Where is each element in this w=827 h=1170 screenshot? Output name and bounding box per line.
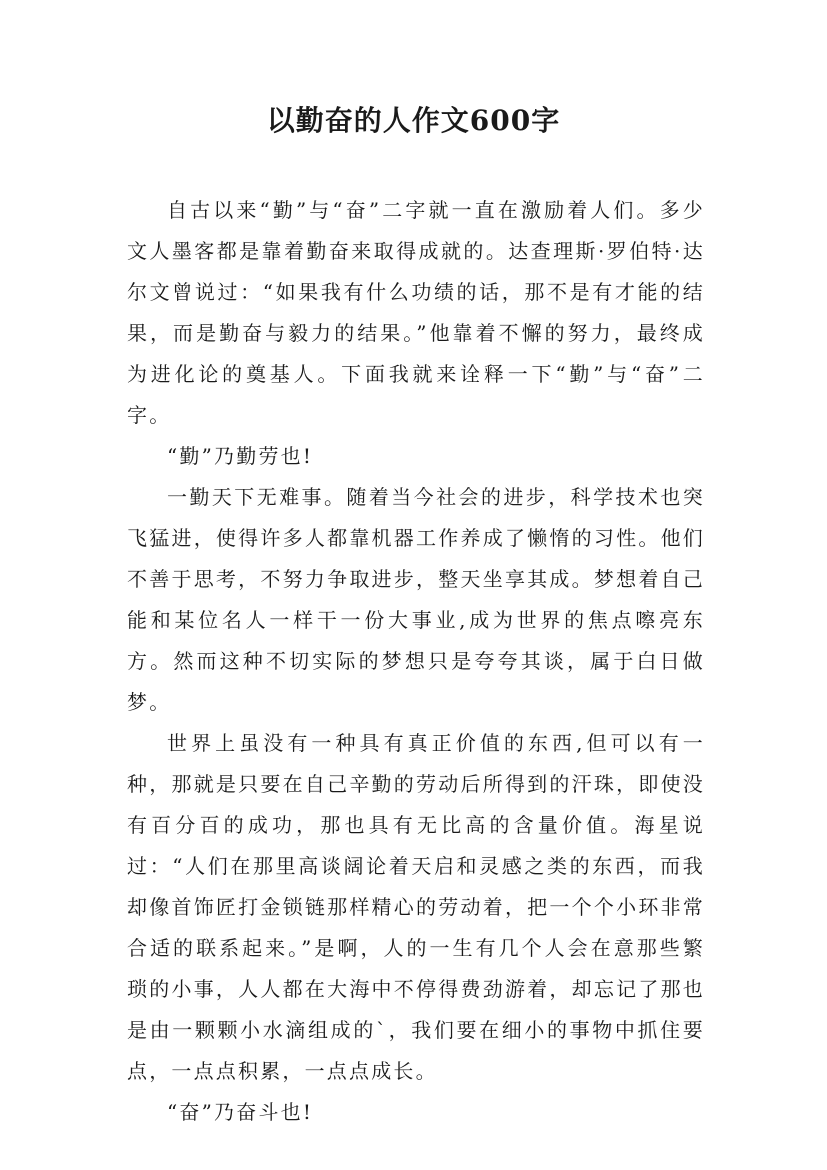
document-title: 以勤奋的人作文600字 — [266, 104, 561, 137]
document-body — [127, 190, 705, 1133]
paragraph-diligence: 一勤天下无难事。随着当今社会的进步，科学技术也突飞猛进，使得许多人都靠机器工作养成了懒惰的习性。他们不善于思考，不努力争取进步，整天坐享其成。梦想着自己能和某位名人一样干一份大事业,成为世界的焦点嚓亮东方。然而这种不切实际的梦想只是夸夸其谈，属于白日做梦。 — [127, 485, 705, 714]
paragraph-heading-qin: “勤”乃勤劳也! — [167, 444, 314, 468]
paragraph-heading-fen: “奋”乃奋斗也! — [167, 1100, 314, 1124]
paragraph-intro: 自古以来“勤”与“奋”二字就一直在激励着人们。多少文人墨客都是靠着勤奋来取得成就的。达查理斯·罗伯特·达尔文曾说过：“如果我有什么功绩的话，那不是有才能的结果，而是勤奋与毅力的结果。”他靠着不懈的努力，最终成为进化论的奠基人。下面我就来诠释一下“勤”与“奋”二字。 — [127, 198, 705, 427]
paragraph-value: 世界上虽没有一种具有真正价值的东西,但可以有一种，那就是只要在自己辛勤的劳动后所得到的汗珠，即使没有百分百的成功，那也具有无比高的含量价值。海星说过：“人们在那里高谈阔论着天启和灵感之类的东西，而我却像首饰匠打金锁链那样精心的劳动着，把一个个小环非常合适的联系起来。”是啊，人的一生有几个人会在意那些繁琐的小事，人人都在大海中不停得费劲游着，却忘记了那也是由一颗颗小水滴组成的`，我们要在细小的事物中抓住要点，一点点积累，一点点成长。 — [127, 731, 705, 1083]
